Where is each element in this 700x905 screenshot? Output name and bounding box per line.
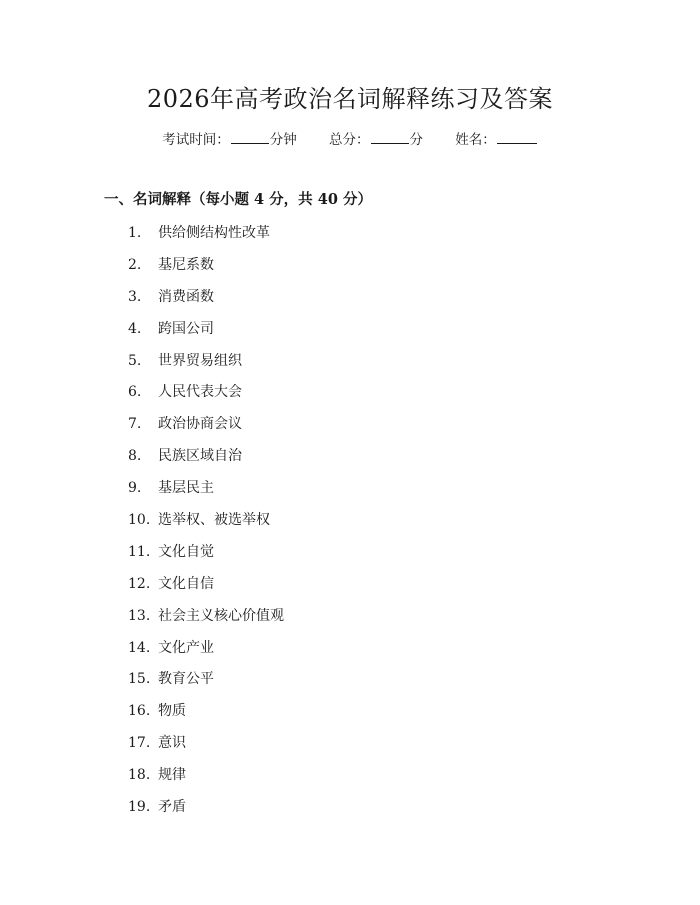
item-term: 意识 [158, 735, 186, 752]
item-term: 文化产业 [158, 639, 214, 656]
list-item [128, 444, 284, 476]
exam-meta [0, 128, 700, 152]
item-number: 19. [128, 799, 151, 816]
item-term: 文化自信 [158, 575, 214, 592]
item-term: 民族区域自治 [158, 448, 242, 465]
item-term: 选举权、被选举权 [158, 512, 270, 529]
list-item [128, 795, 284, 827]
item-number: 9. [128, 480, 142, 497]
item-term: 物质 [158, 703, 186, 720]
list-item [128, 667, 284, 699]
item-term: 人民代表大会 [158, 384, 242, 401]
list-item [128, 763, 284, 795]
item-term: 世界贸易组织 [158, 352, 242, 369]
list-item [128, 317, 284, 349]
item-term: 政治协商会议 [158, 416, 242, 433]
item-number: 13. [128, 607, 151, 624]
section-heading: 一、名词解释（每小题 4 分，共 40 分） [104, 191, 372, 208]
item-term: 供给侧结构性改革 [158, 225, 270, 241]
item-number: 1. [128, 225, 142, 241]
item-number: 7. [128, 416, 142, 433]
item-number: 4. [128, 320, 142, 337]
item-term: 跨国公司 [158, 320, 214, 337]
page-title: 2026年高考政治名词解释练习及答案 [146, 85, 554, 113]
list-item [128, 253, 284, 285]
list-item [128, 412, 284, 444]
item-term: 消费函数 [158, 288, 214, 305]
item-number: 5. [128, 352, 142, 369]
name-label: 姓名： [455, 132, 496, 148]
list-item [128, 285, 284, 317]
list-item [128, 572, 284, 604]
item-number: 18. [128, 767, 151, 784]
list-item [128, 636, 284, 668]
exam-time-unit: 分钟 [269, 132, 297, 148]
list-item [128, 540, 284, 572]
list-item [128, 476, 284, 508]
item-number: 3. [128, 288, 142, 305]
list-item [128, 699, 284, 731]
item-number: 8. [128, 448, 142, 465]
item-number: 2. [128, 256, 142, 273]
item-number: 11. [128, 543, 151, 560]
list-item [128, 349, 284, 381]
item-number: 17. [128, 735, 151, 752]
item-term: 基层民主 [158, 480, 214, 497]
item-term: 基尼系数 [158, 256, 214, 273]
item-number: 12. [128, 575, 151, 592]
total-score-unit: 分 [409, 132, 423, 148]
list-item [128, 380, 284, 412]
item-number: 6. [128, 384, 142, 401]
item-number: 14. [128, 639, 151, 656]
total-score-field [329, 128, 423, 152]
list-item [128, 221, 284, 253]
total-score-label: 总分： [329, 132, 370, 148]
total-score-blank [371, 129, 409, 144]
name-field [455, 128, 538, 152]
item-number: 10. [128, 512, 151, 529]
list-item [128, 604, 284, 636]
item-term: 教育公平 [158, 671, 214, 688]
list-item [128, 731, 284, 763]
exam-time-blank [231, 129, 269, 144]
item-term: 矛盾 [158, 799, 186, 816]
name-blank [497, 129, 537, 144]
item-number: 15. [128, 671, 151, 688]
item-term: 规律 [158, 767, 186, 784]
list-item [128, 508, 284, 540]
item-number: 16. [128, 703, 151, 720]
item-term: 文化自觉 [158, 543, 214, 560]
item-term: 社会主义核心价值观 [158, 607, 284, 624]
exam-time-label: 考试时间： [162, 132, 230, 148]
term-list [128, 221, 284, 827]
exam-time-field [162, 128, 297, 152]
